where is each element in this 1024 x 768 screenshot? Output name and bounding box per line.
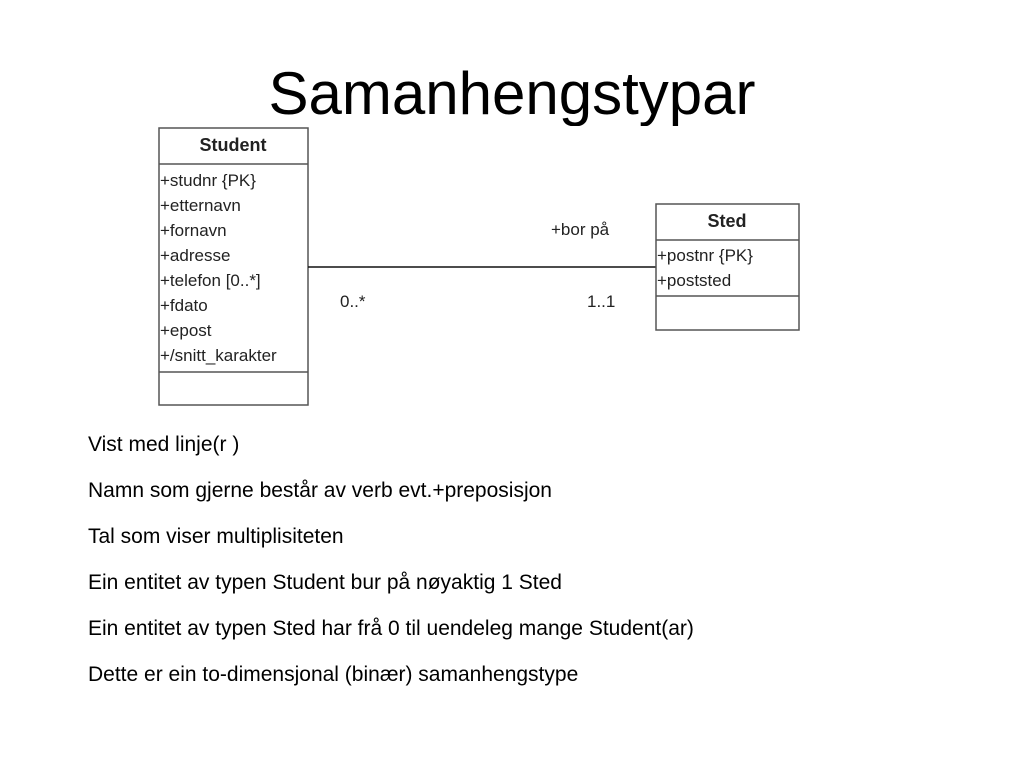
- student-attribute: +telefon [0..*]: [160, 271, 261, 290]
- student-multiplicity: 0..*: [340, 292, 366, 311]
- bullet-list: [88, 430, 694, 706]
- student-attribute: +adresse: [160, 246, 231, 265]
- student-class: [159, 128, 308, 405]
- student-attribute: +fdato: [160, 296, 208, 315]
- student-attribute: +studnr {PK}: [160, 171, 256, 190]
- bullet-item: Tal som viser multiplisiteten: [88, 525, 344, 548]
- student-class-name: Student: [199, 135, 267, 155]
- sted-multiplicity: 1..1: [587, 292, 616, 311]
- sted-class-name: Sted: [707, 211, 747, 231]
- bullet-item: Vist med linje(r ): [88, 433, 240, 456]
- sted-attribute: +postnr {PK}: [657, 246, 753, 265]
- student-attribute: +epost: [160, 321, 212, 340]
- bullet-item: Dette er ein to-dimensjonal (binær) samanhengstype: [88, 663, 579, 686]
- sted-class: [656, 204, 799, 330]
- student-attribute: +etternavn: [160, 196, 241, 215]
- bullet-item: Ein entitet av typen Sted har frå 0 til uendeleg mange Student(ar): [88, 617, 694, 640]
- student-attribute: +/snitt_karakter: [160, 346, 277, 365]
- sted-attribute: +poststed: [657, 271, 732, 290]
- bullet-item: Ein entitet av typen Student bur på nøyaktig 1 Sted: [88, 571, 562, 594]
- bullet-item: Namn som gjerne består av verb evt.+preposisjon: [88, 479, 552, 502]
- association-label: +bor på: [551, 220, 610, 239]
- student-attribute: +fornavn: [160, 221, 227, 240]
- slide-title: Samanhengstypar: [268, 60, 756, 126]
